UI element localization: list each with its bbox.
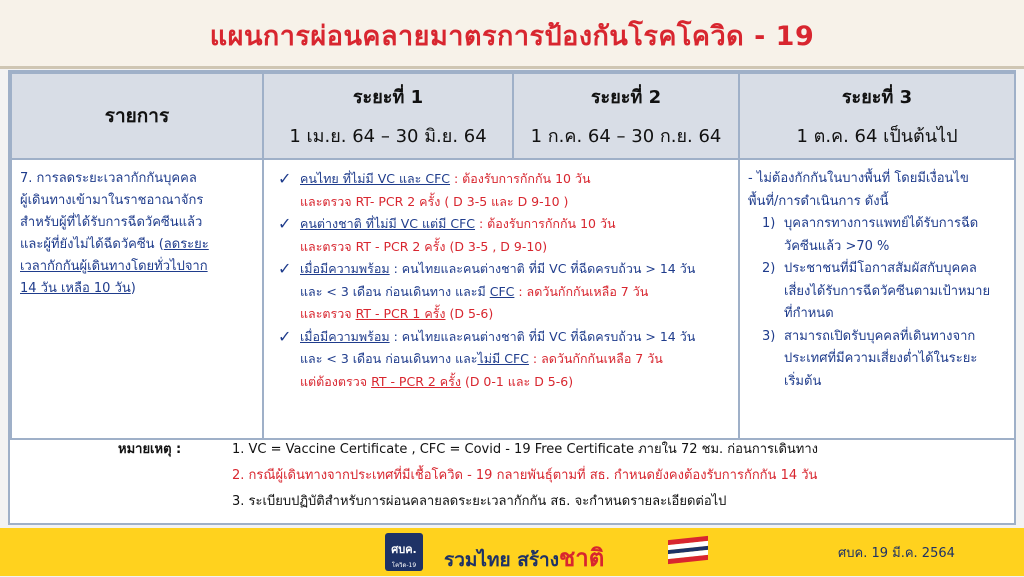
plan-table: [10, 72, 1016, 440]
notes-section: [10, 430, 1014, 523]
slogan: รวมไทย สร้างชาติ: [444, 544, 605, 572]
phase3-cell: - ไม่ต้องกักกันในบางพื้นที่ โดยมีเงื่อนไข พื้นที่/การดำเนินการ ดังนี้ 1) บุคลากรทางการแพทย์ได้รับการฉีด วัคซีนแล้ว >70 % 2) ประชาชนที่มีโอกาสสัมผัสกับบุคคล เสี่ยงได้รับการฉีดวัคซีนตามเป้าหมาย ที่กำหนด 3) สามารถเปิดรับบุคคลที่เดินทางจาก ประเทศที่มีความเสี่ยงต่ำได้ในระยะ เริ่มต้น: [739, 159, 1015, 439]
measure-item: ✓ คนต่างชาติ ที่ไม่มี VC แต่มี CFC : ต้องรับการกักกัน 10 วัน และตรวจ RT - PCR 2 ครั้ง (D 3-5 , D 9-10): [278, 214, 616, 254]
item-cell: 7. การลดระยะเวลากักกันบุคคล ผู้เดินทางเข้ามาในราชอาณาจักร สำหรับผู้ที่ได้รับการฉีดวัคซีนแล้ว และผู้ที่ยังไม่ได้ฉีดวัคซีน (ลดระยะ เวลากักกันผู้เดินทางโดยทั่วไปจาก 14 วัน เหลือ 10 วัน): [11, 159, 263, 439]
header-row: [11, 73, 1015, 159]
thai-flag-icon: [668, 536, 708, 564]
notes-label: หมายเหตุ :: [118, 442, 182, 457]
checkmark-icon: ✓: [278, 326, 292, 346]
header-phase-3: ระยะที่ 3 1 ต.ค. 64 เป็นต้นไป: [739, 73, 1015, 159]
note-3: 3. ระเบียบปฏิบัติสำหรับการผ่อนคลายลดระยะเวลากักกัน สธ. จะกำหนดรายละเอียดต่อไป: [232, 494, 727, 509]
phase12-cell: [263, 159, 739, 439]
body-row: [11, 159, 1015, 439]
checkmark-icon: ✓: [278, 169, 292, 188]
plan-table-frame: [8, 70, 1016, 525]
phase3-point: 3) สามารถเปิดรับบุคคลที่เดินทางจาก: [762, 328, 976, 344]
header-phase-2: ระยะที่ 2 1 ก.ค. 64 – 30 ก.ย. 64: [513, 73, 739, 159]
checkmark-icon: ✓: [278, 214, 292, 233]
title-bar: [0, 0, 1024, 69]
phase3-point: 2) ประชาชนที่มีโอกาสสัมผัสกับบุคคล: [762, 261, 977, 276]
measure-item: ✓ คนไทย ที่ไม่มี VC และ CFC : ต้องรับการกักกัน 10 วัน และตรวจ RT- PCR 2 ครั้ง ( D 3-5 และ D 9-10 ): [278, 169, 591, 209]
header-item: รายการ: [11, 73, 263, 159]
phase3-point: 1) บุคลากรทางการแพทย์ได้รับการฉีด: [762, 216, 979, 231]
measure-item: ✓ เมื่อมีความพร้อม : คนไทยและคนต่างชาติ ที่มี VC ที่ฉีดครบถ้วน > 14 วัน และ < 3 เดือน ก่อนเดินทาง และมี CFC : ลดวันกักกันเหลือ 7 วัน และตรวจ RT - PCR 1 ครั้ง (D 5-6): [278, 259, 696, 321]
measure-item: ✓ เมื่อมีความพร้อม : คนไทยและคนต่างชาติ ที่มี VC ที่ฉีดครบถ้วน > 14 วัน และ < 3 เดือน ก่อนเดินทาง และไม่มี CFC : ลดวันกักกันเหลือ 7 วัน แต่ต้องตรวจ RT - PCR 2 ครั้ง (D 0-1 และ D 5-6): [278, 326, 696, 389]
footer-date: ศบค. 19 มี.ค. 2564: [838, 546, 955, 561]
note-2: 2. กรณีผู้เดินทางจากประเทศที่มีเชื้อโควิด - 19 กลายพันธุ์ตามที่ สธ. กำหนดยังคงต้องรับการกักกัน 14 วัน: [232, 468, 818, 483]
note-1: 1. VC = Vaccine Certificate , CFC = Covid - 19 Free Certificate ภายใน 72 ชม. ก่อนการเดินทาง: [232, 442, 818, 457]
checkmark-icon: ✓: [278, 259, 292, 278]
page-title: แผนการผ่อนคลายมาตรการป้องกันโรคโควิด - 19: [209, 21, 815, 52]
header-phase-1: ระยะที่ 1 1 เม.ย. 64 – 30 มิ.ย. 64: [263, 73, 513, 159]
ccsa-logo-icon: ศบค. โควิด-19: [385, 533, 423, 571]
